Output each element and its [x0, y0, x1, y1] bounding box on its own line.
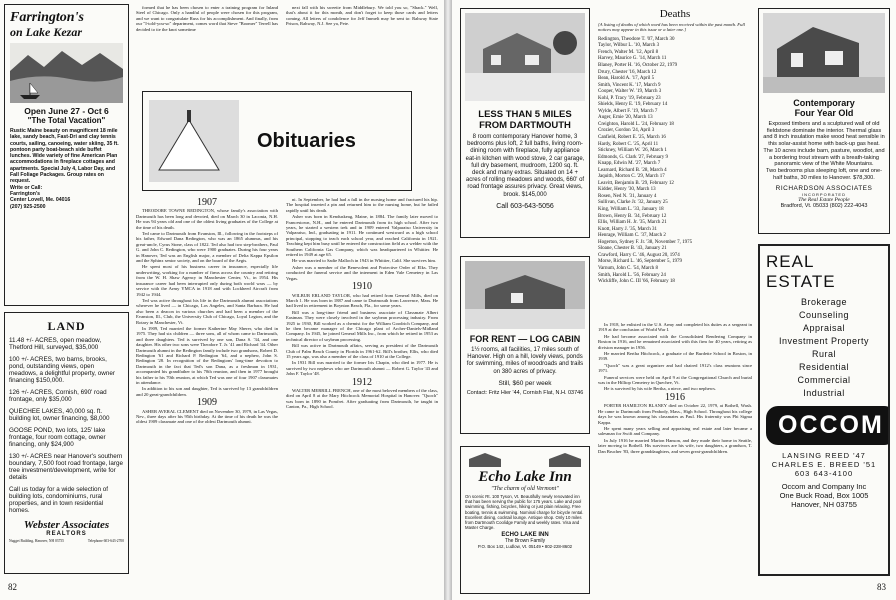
contemporary-title1: Contemporary: [793, 98, 855, 108]
death-entry: Smith, Vincent K. '17, March 9: [598, 82, 661, 88]
obituary-1916-blaney: [598, 403, 752, 454]
obituary-paragraph: In July 1916 he married Marion Hanson, and they made their home in Seattle, later moving to Bothell. His survivors are his wife, two daughters, a grandson, T. Dan Brucher '83, three granddaughters, and seven great-grandchildren.: [598, 437, 752, 454]
death-entry: Knott, Harry J. '35, March 31: [598, 226, 657, 232]
land-items: [9, 337, 124, 514]
farringtons-address2: Center Lovell, Me. 04016: [10, 197, 71, 204]
death-entry: Hogerton, Sydney F. Jr. '38, November 7, 1975: [598, 239, 693, 245]
obituary-paragraph: In 1931 Bill was married to the former Iris Chapin, who died in 1977. He is survived by two nephews who are Dartmouth alumni — Robert G. Taylor '43 and John F. Taylor '48.: [286, 360, 438, 377]
obituary-paragraph: "Quoch" was a great organizer and had chaired 1912's class reunions since 1971.: [598, 362, 752, 374]
death-entry: Sloane, Chester B. '43, January 21: [598, 246, 667, 252]
cabin-headline: FOR RENT — LOG CABIN: [469, 334, 581, 344]
year-1909: 1909: [197, 397, 217, 409]
land-listing: 100 +/- ACRES, two barns, brooks, pond, outstanding views, open meadows, a delightful property, owner financing $150,000.: [9, 356, 115, 384]
farringtons-ad: [4, 4, 129, 306]
death-entry: Blaney, Porter H. '16, October 22, 1979: [598, 63, 678, 68]
obituaries-photo-icon: [149, 100, 239, 182]
obituary-1912-continued: [598, 322, 752, 392]
death-entry: Wylde, Albert F. '19, March 7: [598, 108, 658, 114]
obituary-paragraph: In 1909, Ted married the former Katherine May Sherer, who died in 1975. They had six children — three sons, all of whom came to Dartmouth, and three daughters. Ted is survived by one son, Dana S. '34, and one daughter. His other two sons were Theodore T. Jr. '41 and Richard '44. Other Dartmouth alumni in the Redington family include two grandsons, Robert D. Redington '61 and Richard P. Redington '64, and a nephew, John S. Redington '28. In recognition of the Redingtons' long-time devotion to Dartmouth in the fact that Ted's son Dana, as a freshman in 1931, accompanied his grandfather to his 70th reunion, and then in 1977 brought his father to his 70th reunion, at which Ted was one of four 1907 classmates in attendance.: [136, 325, 278, 385]
obituary-1907-redington: [136, 208, 278, 397]
occom-names1: LANSING REED '47: [782, 451, 866, 460]
death-entry: Shields, Henry E. '19, February 14: [598, 102, 668, 108]
obituary-paragraph: PORTER HAMILTON BLANEY died on October 22, 1979, at Bothell, Wash. He came to Dartmouth from Peabody, Mass., High School. Throughout his college days he was known among his classmates as Paul. His fraternity was Phi Sigma Kappa.: [598, 403, 752, 425]
death-entry: Drury, Chester '16, March 12: [598, 69, 657, 75]
echo-lake-inn-ad: [460, 446, 590, 594]
echo-lake-body: On scenic Rt. 100 Tyson, Vt. Beautifully newly renovated inn that has been serving the public for 175 years. Lake and pool swimming, fishing, bicycles, hiking or just plain relaxing. Free boating, tennis & swimming. Nominal charge for bicycle rental. Excellent dining, cocktail lounge. Antique shop. Only 10 miles from Dartmouth Coolidge Family and weekly rates. Visa and Master Charge.: [465, 494, 584, 531]
echo-lake-family: The Brown Family: [504, 538, 546, 545]
real-estate-service: Counseling: [798, 310, 850, 320]
death-entry: Taylor, Wilbur L. '10, March 3: [598, 43, 660, 49]
occom-company: Occom and Company Inc: [781, 482, 867, 491]
obituary-column-3: [286, 197, 438, 577]
obituary-paragraph: ni. In September, he had had a fall in the nursing home and fractured his hip. The hospital inserted a pin and returned him to the nursing home, but he failed rapidly until his death.: [286, 197, 438, 213]
land-listing: 11.48 +/- ACRES, open meadow, Thetford Hill, surveyed, $35,000: [9, 337, 102, 351]
obituary-right-column: [598, 322, 752, 580]
obituary-1909-clement: ASHER AVERAL CLEMENT died on November 30, 1979, in Las Vegas, Nev., three days after his 95th birthday. At the time of his death he was the oldest 1909 classmate and one of the oldest Dartmouth alumni.: [136, 408, 278, 425]
death-entry: Kohl, P. Tracy '19, February 23: [598, 95, 661, 101]
house-photo: [465, 13, 585, 101]
death-entry: Ellis, William H. Jr. '35, March 21: [598, 220, 667, 226]
contemporary-title2: Four Year Old: [794, 108, 854, 118]
land-listing: QUECHEE LAKES, 40,000 sq. ft. building lot, owner financing, $8,000: [9, 408, 110, 422]
deaths-list: [598, 37, 752, 286]
land-listing: 130 +/- ACRES near Hanover's southern boundary, 7,500 foot road frontage, large tree investment/development, write for details: [9, 453, 124, 481]
class-notes-continued-2: next fall with his sweetie from Middlebury. We told you so, "Shack." Well, that's about it for this month, and don't forget to keep those cards and letters coming. All letters of condolence for Jeff Immelt may be sent to: Rahway State Prison, Rahway, N.J. See ya, Pete.: [286, 5, 438, 27]
right-page: [452, 0, 896, 600]
real-estate-service: Investment Property: [778, 336, 870, 346]
death-entry: Stickney, William W. '26, March 1: [598, 148, 667, 154]
real-estate-service: Industrial: [803, 388, 845, 398]
obituary-paragraph: Bill was a long-time friend and business associate of Classmate Albert Eastman. They were closely involved in the soybean processing industry. From 1925 to 1930, Bill worked as a chemist for the William Goodrich Company, and he then became manager of the Chicago plant of Archer-Daniels-Midland Company. In 1945, he joined General Mills Inc., from which he retired in 1953 as technical director of soybean processing.: [286, 309, 438, 342]
inn-illustration: [465, 451, 585, 469]
cabin-body: 1½ rooms, all facilities, 17 miles south of Hanover. High on a hill, lovely views, ponds for swimming, miles of woodroads and trails on 380 acres of privacy.: [466, 347, 584, 375]
contemporary-house-photo: [763, 13, 885, 93]
year-1910: 1910: [352, 281, 372, 293]
obituary-column-2: [136, 197, 278, 577]
real-estate-service: Residential: [798, 362, 850, 372]
page-number-83: 83: [877, 582, 886, 592]
death-entry: Bean, Harold A. '17, April 5: [598, 76, 655, 82]
obituary-paragraph: He spent most of his business career in insurance, especially life underwriting, working for a number of firms across the country and retiring from the W. H. Shaw Agency in Manchester Center, Vt., in 1954. His insurance career had been interrupted only during both world wars — by service with the Army YMCA in 1918 and with Lockheed Aircraft from 1942 to 1944.: [136, 264, 278, 297]
ad-paragraph: Two bedrooms plus sleeping loft, one and one-half baths, 30 miles to Hanover. $78,300.: [766, 167, 882, 181]
richardson-name: RICHARDSON ASSOCIATES: [775, 185, 873, 193]
obituary-paragraph: He was married to Sadie Malloch in 1943 in Whittier, Calif. She survives him.: [292, 258, 437, 264]
deaths-box: [598, 8, 752, 316]
death-entry: Canfield, Robert E. '25, March 16: [598, 135, 666, 141]
death-entry: Morse, Richard L. '46, September 5, 1979: [598, 259, 682, 265]
obituary-paragraph: Asher was a member of the Benevolent and Protective Order of Elks. They conducted the funeral service and the interment in Eden Vale Cemetery in Las Vegas.: [286, 264, 438, 281]
death-entry: French, Walter M. '12, April 8: [598, 49, 659, 55]
ad-paragraph: Exposed timbers and a sculptured wall of old fieldstone dominate the interior. Thermal glass and 8 inch insulation make wood heat sensible in this solar-assist home with back-up gas heat.: [763, 121, 885, 148]
death-entry: Wickliffe, John C. III '66, February 18: [598, 279, 675, 285]
death-entry: Knapp, Edwin M. '27, March 7: [598, 161, 661, 167]
echo-lake-name: ECHO LAKE INN: [501, 532, 549, 539]
richardson-sub: INCORPORATED: [802, 192, 846, 198]
dartmouth-house-ad: [460, 8, 590, 238]
echo-lake-tagline: "The charm of old Vermont": [491, 486, 559, 492]
obituary-paragraph: THEODORE TOWNE REDINGTON, whose family's association with Dartmouth has been long and devoted, died on March 30 in Laconia, N.H. He was 94 years old and one of the oldest living graduates of the College at the time of his death.: [136, 208, 278, 230]
obituary-1910-taylor: [286, 293, 438, 377]
obituary-paragraph: Funeral services were held on April 9 at the Congregational Church and burial was in the Hilltop Cemetery in Quechee, Vt.: [598, 374, 752, 386]
death-entry: Learnard, Richard B. '28, March 4: [598, 167, 667, 173]
farringtons-address1: Farrington's: [10, 190, 41, 197]
occom-address1: One Buck Road, Box 1005: [779, 491, 869, 500]
real-estate-title: REAL ESTATE: [766, 252, 836, 291]
death-entry: Kidder, Henry '30, March 13: [598, 187, 656, 193]
real-estate-service: Rural: [811, 349, 836, 359]
death-entry: Auger, Ernie '20, March 13: [598, 115, 653, 121]
dartmouth-headline1: LESS THAN 5 MILES: [478, 109, 572, 120]
occom-names2: CHARLES E. BREED '51: [771, 460, 877, 469]
class-notes-continued-1: formed that he has been chosen to enter a training program for Inland Steel of Chicago. Only a handful of people were chosen for this program, and we want to congratulate Russ for his accomplishment. And finally, from our "I-told-you-so" department, comes word that Steve "Boomer" Terrell has decided to tie the knot sometime: [136, 5, 278, 32]
dartmouth-phone: Call 603-643-5056: [496, 202, 554, 210]
death-entry: Varnum, John C. '54, March 8: [598, 265, 659, 271]
death-entry: Crozier, Gordon '24, April 3: [598, 128, 655, 134]
deaths-intro: [A listing of deaths of which word has been received within the past month. Full notices may appear in this issue or a later one.]: [598, 22, 745, 33]
occom-address2: Hanover, NH 03755: [791, 500, 857, 509]
obituary-paragraph: In 1918, he enlisted in the U.S. Army and completed his duties as a sergeant in 1919 at the conclusion of World War I.: [598, 322, 752, 333]
occom-phone: 603 643-4100: [794, 469, 854, 478]
contemporary-home-ad: [758, 8, 890, 234]
obituaries-header: [142, 91, 412, 191]
contemporary-body: [763, 121, 885, 181]
obituary-paragraph: He married Bertha Hitchcock, a graduate of the Burdette School in Boston, in 1939.: [598, 351, 752, 362]
page-number-82: 82: [8, 582, 17, 592]
death-entry: Brown, Henry B. '34, February 12: [598, 213, 667, 219]
death-entry: King, William L. '33, January 18: [598, 207, 664, 213]
land-listing: Call us today for a wide selection of building lots, condominiums, rural properties, and in town residential homes.: [9, 486, 109, 514]
echo-lake-address: P.O. Box 142, Ludlow, Vt. 05149 • 802-228-8602: [477, 544, 573, 550]
real-estate-service: Appraisal: [802, 323, 846, 333]
death-entry: Redington, Theodore T. '07, March 30: [598, 36, 675, 42]
farringtons-dates: Open June 27 - Oct 6: [24, 106, 109, 116]
obituary-paragraph: He spent many years selling and appraising real estate and later became a salesman for Swift and Company.: [598, 425, 752, 437]
farringtons-write: Write or Call:: [10, 184, 43, 191]
ad-paragraph: The 10 acres include barn, pasture, woodlot, and a bordering trout stream with a breath-taking panoramic view of the White Mountains.: [763, 147, 885, 168]
death-entry: Henrage, William C. '37, March 2: [598, 233, 666, 239]
death-entry: Sullivan, Clarke Jr. '32, January 25: [598, 200, 668, 206]
year-1916: 1916: [665, 391, 685, 403]
richardson-tagline: The Real Estate People: [798, 197, 850, 204]
death-entry: Crawford, Harry C. '46, August 20, 1974: [598, 252, 680, 258]
dartmouth-body: 8 room contemporary Hanover home, 3 bedrooms plus loft, 2 full baths, living room-dining room with fireplace, fully appliance eat-in kitchen with wood stove, 2 car garage, full dry basement, mudroom, 1200 sq. ft. deck and many extras. Situated on 14 + acres of rolling meadows and woods, 660' of road frontage assures privacy. Great views, brook. $145,000: [465, 134, 585, 198]
farringtons-title: Farrington's on Lake Kezar: [10, 10, 84, 39]
death-entry: Edmonds, G. Clark '27, February 9: [598, 154, 669, 160]
real-estate-service: Commercial: [797, 375, 851, 385]
obituary-paragraph: Asher was born in Kenduskeag, Maine, in 1884. The family later moved to Francestown, N.H., and he entered Dartmouth from its high school. After two years, he started a western trek and in 1909 entered Valparaiso University in Valparaiso, Ind., graduating in 1911. He continued westward as a high school principal, stopping to teach each school year, and reached California in 1921. Teaching kept him busy until he entered the construction field as a welder with the Southern California Gas Company, which was headquartered in Whittier. He retired in 1949 at age 65.: [286, 214, 438, 258]
land-title: LAND: [47, 319, 86, 333]
real-estate-services: [766, 296, 882, 400]
death-entry: Cooper, Walter W. '19, March 3: [598, 89, 662, 95]
log-cabin-ad: [460, 256, 590, 434]
webster-phone: Telephone 603-643-2700: [87, 539, 124, 543]
occom-real-estate-ad: [758, 244, 890, 576]
obituaries-title: Obituaries: [257, 129, 356, 152]
obituary-1909-continued: [286, 197, 438, 281]
deaths-title: Deaths: [659, 8, 691, 20]
lake-scene-illustration: [10, 43, 123, 103]
obituary-paragraph: WILBUR ERLAND TAYLOR, who had retired from General Mills, died on March 1. He was born in 1887 and came to Dartmouth from Lawrence, Mass. He had lived in retirement in Boynton Beach, Fla., for some years.: [286, 292, 438, 309]
dartmouth-headline2: FROM DARTMOUTH: [479, 120, 571, 131]
real-estate-service: Brokerage: [800, 297, 848, 307]
farringtons-phone: (207) 925-2500: [10, 203, 46, 210]
year-1912: 1912: [352, 376, 372, 388]
death-entry: Rosen, Ned N. '31, January 4: [598, 193, 657, 199]
land-listing: 126 +/- ACRES, Cornish, 690' road frontage, only $35,000: [9, 389, 107, 403]
occom-logo: OCCOM: [766, 406, 890, 445]
obituary-1912-french: WALTER MERRILL FRENCH, one of the most beloved members of the class, died on April 8 at the Mary Hitchcock Memorial Hospital in Hanover. "Quoch" was born in 1890 in Pomfret. After graduating from Dartmouth, he taught in Canton, Pa., High School.: [286, 388, 438, 410]
webster-address: Nugget Building, Hanover, NH 03755: [9, 539, 64, 543]
year-1907: 1907: [197, 197, 217, 208]
gutter: [444, 0, 452, 600]
obituary-paragraph: He had become associated with the Consolidated Rendering Company in Boston in 1916, and he remained associated with this firm for 40 years, retiring as division manager in 1956.: [598, 333, 752, 350]
obituary-paragraph: Bill was active in Dartmouth affairs, serving as president of the Dartmouth Club of Palm Beach County in Florida in 1961-62. Bill's brother, Ellis, who died 15 years ago, was also a member of the class of 1910 at the College.: [286, 343, 438, 359]
cabin-price: Still, $60 per week: [498, 379, 552, 387]
echo-lake-title: Echo Lake Inn: [478, 469, 572, 485]
death-entry: Leavitt, Benjamin B. '29, February 12: [598, 180, 674, 186]
land-listing: GOOSE POND, two lots, 125' lake frontage, four room cottage, owner financing, only $24,900: [9, 427, 106, 448]
death-entry: Jaquith, Morton C. '29, March 17: [598, 174, 665, 180]
obituary-paragraph: Ted was active throughout his life in the Dartmouth alumni associations wherever he lived — in Chicago, Los Angeles, and Santa Barbara. He had also been a deacon in various churches and had been a member of the Evanston, Ill., Club, the University Club of Chicago, Loyal Legion, and the Rotary in Manchester, Vt.: [136, 297, 278, 325]
cabin-photo: [465, 261, 585, 329]
farringtons-body: Rustic Maine beauty on magnificent 18 mile lake, sandy beach, Fast-Dri and clay tennis courts, sailing, canoeing, water skiing, 35 ft. pontoon party boat-beach side buffet lunches. Wide variety of fine American Plan accommodations in fireplace cottages and apartments. Special July 4, Labor Day, and Fall Foliage Packages. Group rates on request.: [10, 128, 119, 185]
death-entry: Creighton, Harold L. '24, February 18: [598, 121, 674, 127]
death-entry: Hardy, Robert C. '25, April 11: [598, 141, 659, 147]
death-entry: Smith, Harold L. '56, February 24: [598, 272, 666, 278]
webster-logo: Webster Associates: [23, 519, 110, 531]
left-page: [0, 0, 444, 600]
land-ad: [4, 312, 129, 574]
death-entry: Harvey, Maurice G. '14, March 11: [598, 56, 667, 62]
obituary-paragraph: He is survived by his wife Bertha, a niece, and two nephews.: [604, 386, 717, 392]
webster-sub: REALTORS: [46, 531, 87, 537]
farringtons-slogan: "The Total Vacation": [27, 116, 106, 125]
cabin-contact: Contact: Fritz Hier '44, Cornish Flat, N.H. 03746: [466, 389, 584, 396]
obituary-paragraph: In addition to his son and daughter, Ted is survived by 13 grandchildren and 20 great-grandchildren.: [136, 386, 278, 397]
obituary-paragraph: Ted came to Dartmouth from Evanston, Ill., following in the footsteps of his father, Edward Dana Redington, who was an 1865 alumnus, and his great-uncle, Cyrus Stone, class of 1822. Ted also had two step-brothers, Paul G. and John C. Redington, who were 1900 graduates. During his four years in Hanover, Ted was an English major, a member of Delta Kappa Epsilon and the Sphinx senior society, and on the board of the Aegis.: [136, 231, 278, 264]
richardson-address: Bradford, Vt. 05033 (802) 222-4043: [780, 203, 868, 210]
